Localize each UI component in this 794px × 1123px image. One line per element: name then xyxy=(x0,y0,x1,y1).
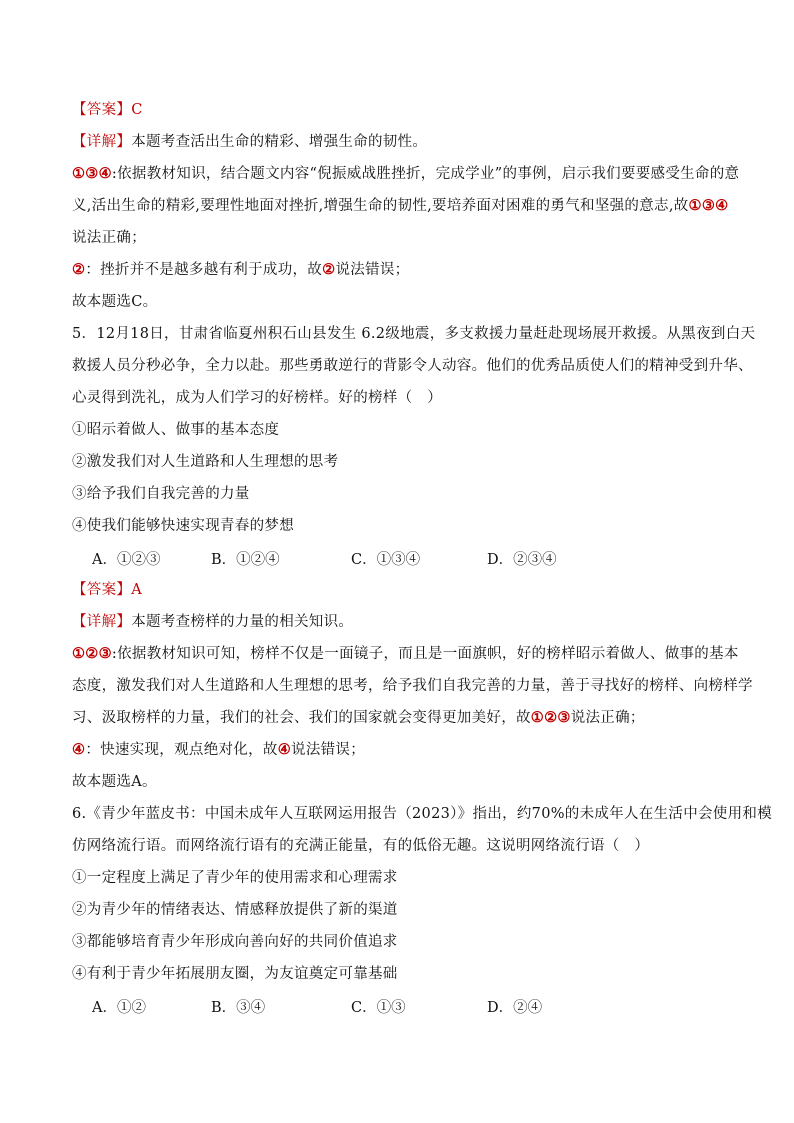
q4-analysis2 xyxy=(72,260,732,280)
analysis-text: :依据教材知识，结合题文内容“倪振威战胜挫折，完成学业”的事例，启示我们要要感受生命的意 xyxy=(111,166,740,182)
analysis-numbers: ② xyxy=(72,261,86,278)
item-text: ③给予我们自我完善的力量 xyxy=(72,486,250,502)
answer-tag: 【答案】 xyxy=(72,582,132,598)
q6-option-d: D．②④ xyxy=(487,1000,543,1016)
q6-stem-line1 xyxy=(72,804,773,824)
item-text: ③都能够培育青少年形成向善向好的共同价值追求 xyxy=(72,934,398,950)
q5-stem-line1 xyxy=(72,324,756,344)
analysis-numbers: ④ xyxy=(277,741,292,758)
analysis-text: 说法错误； xyxy=(335,262,410,278)
q5-item xyxy=(72,516,732,536)
detail-text: 本题考查榜样的力量的相关知识。 xyxy=(131,614,354,630)
q5-option-a: A．①②③ xyxy=(92,552,161,568)
analysis-text: 说法正确； xyxy=(570,710,645,726)
analysis-numbers: ①②③ xyxy=(72,645,112,662)
q5-item xyxy=(72,420,732,440)
analysis-text: 习、汲取榜样的力量，我们的社会、我们的国家就会变得更加美好，故 xyxy=(72,710,531,726)
q5-stem-line2 xyxy=(72,356,753,376)
q5-analysis1-line2 xyxy=(72,676,753,696)
answer-tag: 【答案】 xyxy=(72,102,132,118)
q6-option-b: B．③④ xyxy=(211,1000,266,1016)
analysis-numbers: ④ xyxy=(72,741,86,758)
question-stem: 心灵得到洗礼，成为人们学习的好榜样。好的榜样（ ） xyxy=(72,390,442,406)
q5-item xyxy=(72,484,732,504)
analysis-text: ：快速实现，观点绝对化，故 xyxy=(85,742,278,758)
q4-answer xyxy=(72,100,732,120)
item-text: ④有利于青少年拓展朋友圈，为友谊奠定可靠基础 xyxy=(72,966,398,982)
question-stem: 救援人员分秒必争，全力以赴。那些勇敢逆行的背影令人动容。他们的优秀品质使人们的精神受到升华、 xyxy=(72,358,753,374)
detail-tag: 【详解】 xyxy=(72,614,132,630)
analysis-text: 说法正确； xyxy=(72,230,146,246)
item-text: ②为青少年的情绪表达、情感释放提供了新的渠道 xyxy=(72,902,398,918)
question-stem: 仿网络流行语。而网络流行语有的充满正能量，有的低俗无趣。这说明网络流行语（ ） xyxy=(72,838,650,854)
item-text: ④使我们能够快速实现青春的梦想 xyxy=(72,518,294,534)
analysis-numbers: ①③④ xyxy=(688,197,729,214)
analysis-text: 义,活出生命的精彩,要理性地面对挫折,增强生命的韧性,要培养面对困难的勇气和坚强的意志,故 xyxy=(72,198,689,214)
answer-value: C xyxy=(131,102,143,118)
conclusion-text: 故本题选C。 xyxy=(72,294,158,310)
q4-conclusion xyxy=(72,292,732,312)
q4-analysis1-line1 xyxy=(72,164,740,184)
q5-analysis1-line3 xyxy=(72,708,732,728)
q6-item xyxy=(72,868,732,888)
q4-analysis1-line3 xyxy=(72,228,732,248)
q6-stem-line2 xyxy=(72,836,732,856)
q5-analysis2 xyxy=(72,740,732,760)
detail-tag: 【详解】 xyxy=(72,134,132,150)
q6-option-c: C．①③ xyxy=(351,1000,406,1016)
analysis-numbers: ①②③ xyxy=(530,709,571,726)
analysis-text: 说法错误； xyxy=(291,742,366,758)
q6-item xyxy=(72,964,732,984)
analysis-numbers: ①③④ xyxy=(72,165,112,182)
analysis-text: 态度，激发我们对人生道路和人生理想的思考，给予我们自我完善的力量，善于寻找好的榜样、向榜样学 xyxy=(72,678,753,694)
q5-conclusion xyxy=(72,772,732,792)
detail-text: 本题考查活出生命的精彩、增强生命的韧性。 xyxy=(131,134,428,150)
analysis-text: :依据教材知识可知，榜样不仅是一面镜子，而且是一面旗帜，好的榜样昭示着做人、做事的基本 xyxy=(111,646,739,662)
q5-option-c: C．①③④ xyxy=(351,552,421,568)
q4-detail xyxy=(72,132,732,152)
answer-value: A xyxy=(131,582,142,598)
q6-item xyxy=(72,900,732,920)
item-text: ①昭示着做人、做事的基本态度 xyxy=(72,422,280,438)
q5-stem-line3 xyxy=(72,388,732,408)
q5-answer xyxy=(72,580,732,600)
item-text: ①一定程度上满足了青少年的使用需求和心理需求 xyxy=(72,870,398,886)
q5-option-b: B．①②④ xyxy=(211,552,280,568)
analysis-numbers: ② xyxy=(322,261,336,278)
question-stem: 6.《青少年蓝皮书：中国未成年人互联网运用报告（2023）》指出，约70%的未成年人在生活中会使用和模 xyxy=(72,806,773,822)
q6-option-a: A．①② xyxy=(92,1000,146,1016)
q5-item xyxy=(72,452,732,472)
conclusion-text: 故本题选A。 xyxy=(72,774,157,790)
item-text: ②激发我们对人生道路和人生理想的思考 xyxy=(72,454,339,470)
q5-analysis1-line1 xyxy=(72,644,739,664)
q4-analysis1-line2 xyxy=(72,196,732,216)
analysis-text: ：挫折并不是越多越有利于成功，故 xyxy=(85,262,323,278)
question-stem: 5．12月18日，甘肃省临夏州积石山县发生 6.2级地震，多支救援力量赶赴现场展开救援。从黑夜到白天 xyxy=(72,326,756,342)
q5-detail xyxy=(72,612,732,632)
q6-item xyxy=(72,932,732,952)
q5-option-d: D．②③④ xyxy=(487,552,557,568)
